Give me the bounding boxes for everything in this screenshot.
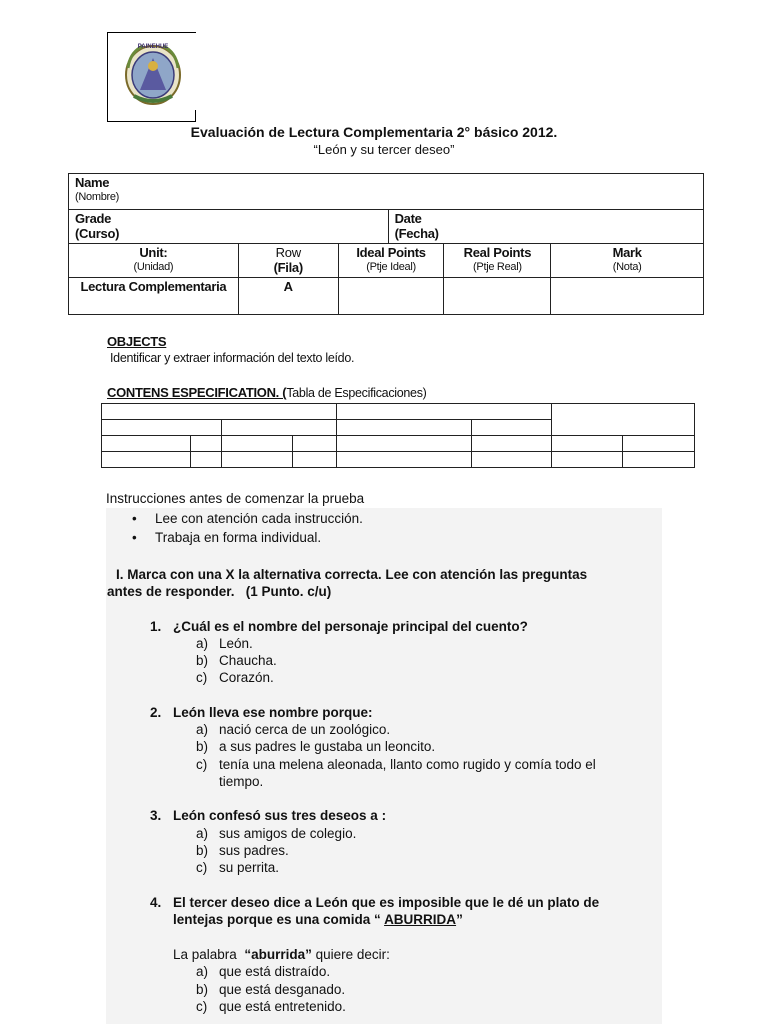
spec-cell[interactable] — [337, 436, 471, 452]
student-info-table — [68, 173, 704, 315]
question-4-prompt: La palabra “aburrida” quiere decir: — [173, 947, 390, 962]
option-c[interactable]: c) que está entretenido. — [196, 999, 346, 1014]
question-4 — [150, 895, 600, 910]
question-text: El tercer deseo dice a León que es imposible que le dé un plato de — [173, 895, 600, 910]
spec-cell[interactable] — [471, 452, 551, 468]
instruction-bullet — [132, 530, 322, 545]
spec-cell[interactable] — [293, 436, 337, 452]
row-value: A — [238, 278, 338, 315]
spec-cell[interactable] — [222, 436, 293, 452]
date-label: Date — [394, 211, 422, 226]
objects-heading: OBJECTS — [107, 334, 167, 349]
specification-table — [101, 403, 695, 468]
question-number: 1. — [150, 619, 162, 634]
spec-cell[interactable] — [337, 420, 471, 436]
unit-value: Lectura Complementaria — [69, 278, 239, 315]
name-cell[interactable] — [69, 174, 704, 210]
date-cell[interactable] — [388, 210, 703, 244]
mark-value[interactable] — [551, 278, 704, 315]
bullet-icon: • — [132, 511, 137, 526]
school-crest-logo — [118, 38, 188, 110]
real-points-sublabel: (Ptje Real) — [473, 261, 522, 273]
question-3 — [150, 808, 387, 823]
unit-header — [69, 244, 239, 278]
spec-cell[interactable] — [102, 436, 191, 452]
underlined-word: ABURRIDA — [384, 912, 457, 927]
option-c[interactable]: c) tenía una melena aleonada, llanto como rugido y comía todo el — [196, 757, 596, 772]
spec-cell[interactable] — [102, 404, 337, 420]
bullet-icon: • — [132, 530, 137, 545]
instruction-text: Lee con atención cada instrucción. — [155, 511, 363, 526]
unit-header-sublabel: (Unidad) — [133, 261, 174, 273]
spec-cell[interactable] — [471, 420, 551, 436]
option-c[interactable]: c) su perrita. — [196, 860, 280, 875]
option-b[interactable]: b) Chaucha. — [196, 653, 277, 668]
question-text: León lleva ese nombre porque: — [173, 705, 373, 720]
ideal-points-header — [338, 244, 444, 278]
spec-cell[interactable] — [337, 404, 551, 420]
question-number: 4. — [150, 895, 162, 910]
row-header-label: Row — [275, 245, 301, 260]
logo-frame-edge — [107, 121, 196, 122]
mark-sublabel: (Nota) — [612, 261, 642, 273]
name-sublabel: (Nombre) — [75, 191, 120, 203]
question-text: León confesó sus tres deseos a : — [173, 808, 387, 823]
spec-cell[interactable] — [222, 452, 293, 468]
grade-cell[interactable] — [69, 210, 389, 244]
spec-cell[interactable] — [622, 452, 694, 468]
question-number: 2. — [150, 705, 162, 720]
spec-cell[interactable] — [191, 452, 222, 468]
option-b[interactable]: b) sus padres. — [196, 843, 289, 858]
ideal-points-sublabel: (Ptje Ideal) — [366, 261, 416, 273]
spec-cell[interactable] — [222, 420, 337, 436]
spec-cell[interactable] — [102, 420, 222, 436]
spec-cell[interactable] — [102, 452, 191, 468]
objects-text: Identificar y extraer información del texto leído. — [110, 351, 355, 365]
ideal-points-value[interactable] — [338, 278, 444, 315]
spec-heading-bold: CONTENS ESPECIFICATION. ( — [107, 385, 287, 400]
question-text: ¿Cuál es el nombre del personaje principal del cuento? — [173, 619, 528, 634]
grade-label: Grade — [75, 211, 112, 226]
question-number: 3. — [150, 808, 162, 823]
instruction-bullet — [132, 511, 363, 526]
question-1 — [150, 619, 528, 634]
unit-header-label: Unit: — [139, 245, 168, 260]
date-sublabel: (Fecha) — [394, 226, 439, 241]
grade-sublabel: (Curso) — [75, 226, 120, 241]
real-points-value[interactable] — [444, 278, 551, 315]
page-title: Evaluación de Lectura Complementaria 2° básico 2012. — [190, 124, 558, 140]
mark-label: Mark — [612, 245, 642, 260]
spec-cell[interactable] — [293, 452, 337, 468]
spec-cell[interactable] — [622, 436, 694, 452]
option-a[interactable]: a) León. — [196, 636, 253, 651]
instructions-intro: Instrucciones antes de comenzar la prueba — [106, 491, 365, 506]
option-c[interactable]: c) Corazón. — [196, 670, 274, 685]
mark-header — [551, 244, 704, 278]
section-instructions-line2: antes de responder. (1 Punto. c/u) — [107, 584, 332, 599]
spec-cell[interactable] — [471, 436, 551, 452]
spec-heading — [107, 385, 427, 400]
option-b[interactable]: b) a sus padres le gustaba un leoncito. — [196, 739, 436, 754]
spec-cell[interactable] — [551, 436, 622, 452]
row-header — [238, 244, 338, 278]
row-header-sublabel: (Fila) — [273, 260, 303, 275]
spec-cell[interactable] — [551, 452, 622, 468]
option-a[interactable]: a) nació cerca de un zoológico. — [196, 722, 391, 737]
option-a[interactable]: a) que está distraído. — [196, 964, 331, 979]
real-points-label: Real Points — [463, 245, 532, 260]
svg-text:PAINEHUE: PAINEHUE — [137, 44, 169, 50]
question-4-line2: lentejas porque es una comida “ ABURRIDA” — [173, 912, 463, 927]
option-a[interactable]: a) sus amigos de colegio. — [196, 826, 357, 841]
section-instructions-line1: I. Marca con una X la alternativa correcta. Lee con atención las preguntas — [116, 567, 588, 582]
question-2 — [150, 705, 373, 720]
spec-cell[interactable] — [551, 404, 694, 436]
option-c-continuation: tiempo. — [219, 774, 264, 789]
page-subtitle: “León y su tercer deseo” — [313, 142, 455, 157]
spec-cell[interactable] — [191, 436, 222, 452]
real-points-header — [444, 244, 551, 278]
ideal-points-label: Ideal Points — [356, 245, 426, 260]
name-label: Name — [75, 175, 110, 190]
instruction-text: Trabaja en forma individual. — [155, 530, 322, 545]
spec-cell[interactable] — [337, 452, 471, 468]
option-b[interactable]: b) que está desganado. — [196, 982, 346, 997]
spec-heading-rest: Tabla de Especificaciones) — [286, 386, 427, 400]
